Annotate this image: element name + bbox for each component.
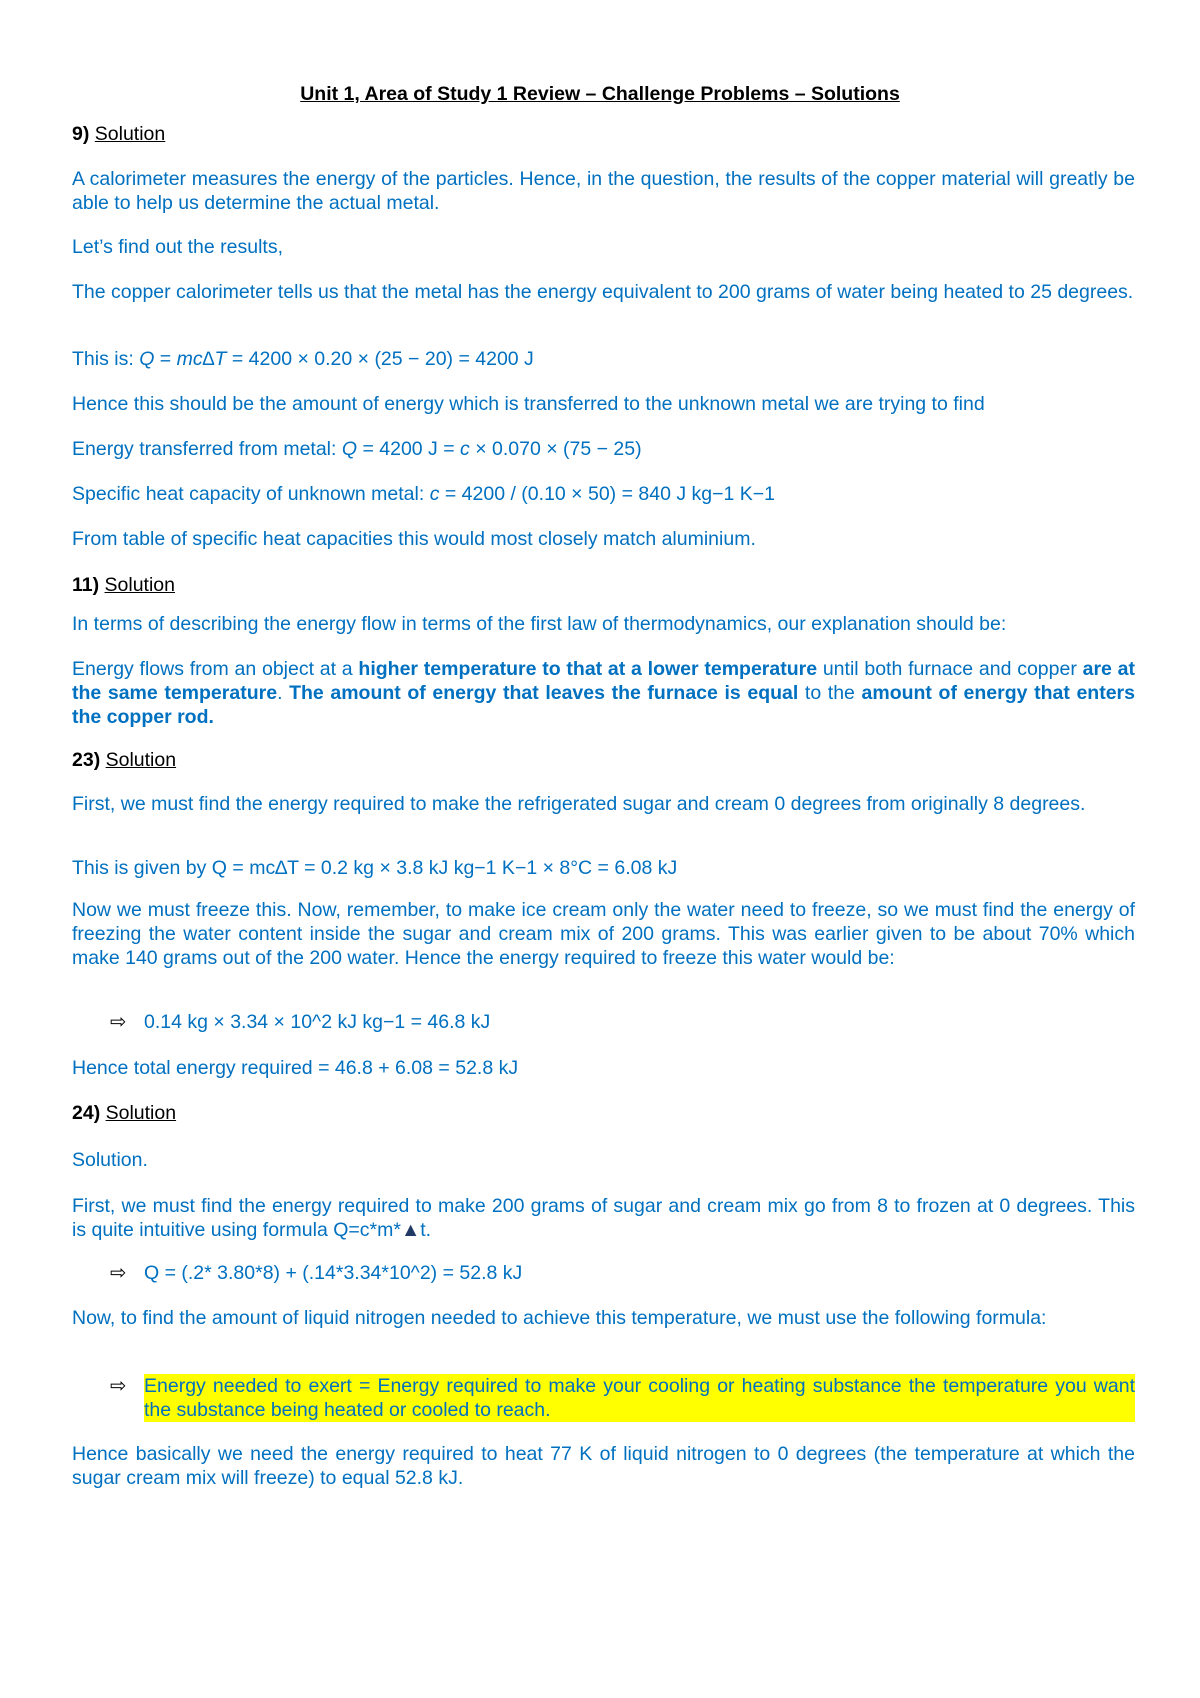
q9-heading: [72, 122, 1135, 146]
q9-conclusion: From table of specific heat capacities this would most closely match aluminium.: [72, 528, 756, 550]
page-title: Unit 1, Area of Study 1 Review – Challenge Problems – Solutions: [300, 83, 900, 105]
q24-paragraph-1: Solution.: [72, 1149, 148, 1171]
q24-bullet-1: ⇨ Q = (.2* 3.80*8) + (.14*3.34*10^2) = 52.8 kJ: [110, 1262, 523, 1284]
q24-paragraph-4: Hence basically we need the energy required to heat 77 K of liquid nitrogen to 0 degrees (the temperature at which the sugar cream mix will freeze) to equal 52.8 kJ.: [72, 1443, 1135, 1489]
q23-bullet: ⇨ 0.14 kg × 3.34 × 10^2 kJ kg−1 = 46.8 kJ: [110, 1011, 491, 1033]
arrow-bullet-icon: ⇨: [110, 1011, 127, 1033]
q11-paragraph-1: In terms of describing the energy flow in terms of the first law of thermodynamics, our explanation should be:: [72, 613, 1007, 635]
arrow-bullet-icon: ⇨: [110, 1262, 127, 1284]
q11-solution-label: Solution: [104, 574, 175, 596]
q23-paragraph-4: Hence total energy required = 46.8 + 6.08 = 52.8 kJ: [72, 1057, 519, 1079]
arrow-bullet-icon: ⇨: [110, 1375, 127, 1397]
q23-solution-label: Solution: [105, 749, 177, 771]
q9-paragraph-1: A calorimeter measures the energy of the particles. Hence, in the question, the results of the copper material will greatly be able to help us determine the actual metal.: [72, 168, 1135, 214]
q11-number: 11): [72, 574, 100, 596]
triangle-icon: ▲: [400, 1219, 421, 1241]
q23-paragraph-2: This is given by Q = mc∆T = 0.2 kg × 3.8 kJ kg−1 K−1 × 8°C = 6.08 kJ: [72, 857, 678, 879]
q9-paragraph-3: The copper calorimeter tells us that the metal has the energy equivalent to 200 grams of water being heated to 25 degrees.: [72, 281, 1134, 303]
q9-equation-2: Energy transferred from metal: Q = 4200 J = c × 0.070 × (75 − 25): [72, 438, 642, 460]
q9-equation-1: This is: Q = mc∆T = 4200 × 0.20 × (25 − 20) = 4200 J: [72, 348, 534, 370]
q9-equation-3: Specific heat capacity of unknown metal: c = 4200 / (0.10 × 50) = 840 J kg−1 K−1: [72, 483, 775, 505]
q23-paragraph-1: First, we must find the energy required to make the refrigerated sugar and cream 0 degrees from originally 8 degrees.: [72, 793, 1086, 815]
q24-heading: [72, 1101, 1135, 1125]
q24-number: 24): [72, 1102, 101, 1124]
q24-paragraph-3: Now, to find the amount of liquid nitrogen needed to achieve this temperature, we must use the following formula:: [72, 1307, 1047, 1329]
q23-paragraph-3: Now we must freeze this. Now, remember, to make ice cream only the water need to freeze, so we must find the energy of freezing the water content inside the sugar and cream mix of 200 grams. This was earlier given to be about 70% which make 140 grams out of the 200 water. Hence the energy required to freeze this water would be:: [72, 899, 1135, 969]
q11-heading: [72, 573, 1135, 597]
highlighted-formula: Energy needed to exert = Energy required to make your cooling or heating substance the temperature you want the substance being heated or cooled to reach.: [144, 1375, 1135, 1421]
q24-paragraph-2: First, we must find the energy required to make 200 grams of sugar and cream mix go from 8 to frozen at 0 degrees. This is quite intuitive using formula Q=c*m*▲t.: [72, 1195, 1135, 1241]
q9-solution-label: Solution: [94, 123, 166, 145]
q9-paragraph-2: Let’s find out the results,: [72, 236, 284, 258]
q24-solution-label: Solution: [105, 1102, 177, 1124]
q24-bullet-2: [110, 1374, 1135, 1422]
q11-explanation: Energy flows from an object at a higher temperature to that at a lower temperature until both furnace and copper are at the same temperature. The amount of energy that leaves the furnace is equal to the amount of energy that enters the copper rod.: [72, 658, 1135, 728]
q23-number: 23): [72, 749, 101, 771]
q23-heading: [72, 748, 1135, 772]
q9-number: 9): [72, 123, 90, 145]
q9-paragraph-5: Hence this should be the amount of energy which is transferred to the unknown metal we are trying to find: [72, 393, 985, 415]
